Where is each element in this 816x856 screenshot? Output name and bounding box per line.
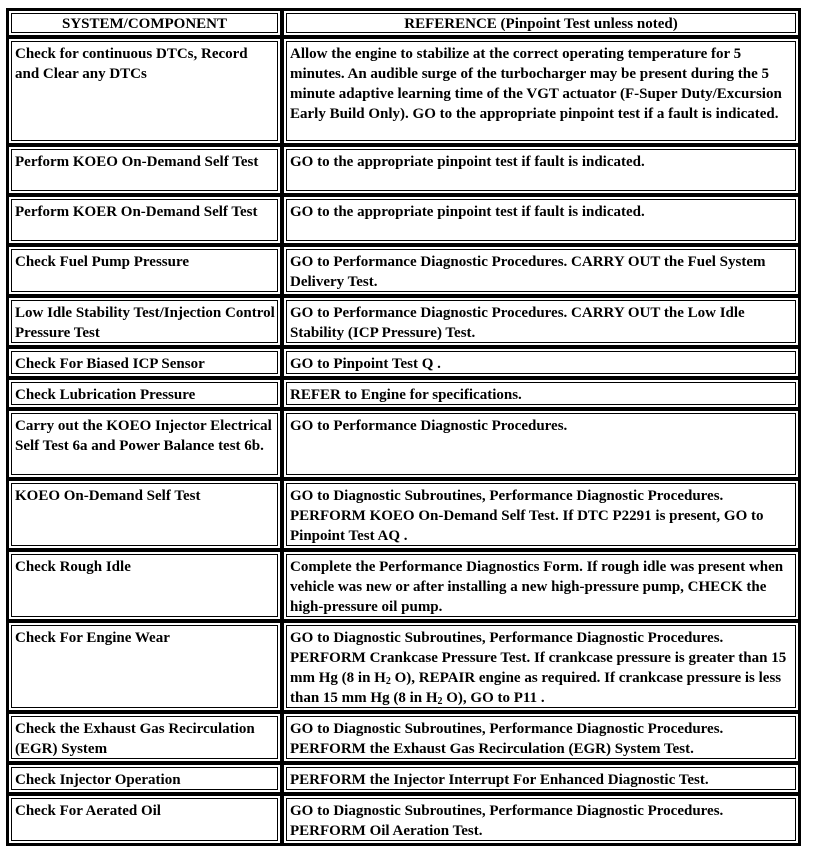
diagnostic-table-container: [6, 8, 799, 846]
component-cell: Check Injector Operation: [8, 764, 283, 795]
component-cell: KOEO On-Demand Self Test: [8, 480, 283, 551]
header-reference: REFERENCE (Pinpoint Test unless noted): [283, 10, 801, 38]
reference-cell: Allow the engine to stabilize at the correct operating temperature for 5 minutes. An audible surge of the turbocharger may be present during the 5 minute adaptive learning time of the VGT actuator (F-Super Duty/Excursion Early Build Only). GO to the appropriate pinpoint test if a fault is indicated.: [283, 38, 801, 146]
reference-cell: GO to Pinpoint Test Q .: [283, 348, 801, 379]
component-cell: Check Rough Idle: [8, 551, 283, 622]
table-row: [8, 713, 801, 764]
component-cell: Check For Biased ICP Sensor: [8, 348, 283, 379]
reference-cell: GO to Performance Diagnostic Procedures. CARRY OUT the Low Idle Stability (ICP Pressure) Test.: [283, 297, 801, 348]
engine-wear-text-a: GO to Diagnostic Subroutines, Performance Diagnostic Procedures. PERFORM Crankcase Pressure Test. If crankcase pressure is greater than 15 mm Hg (8 in H: [290, 630, 787, 686]
diagnostic-table: [6, 8, 801, 846]
reference-cell: GO to the appropriate pinpoint test if fault is indicated.: [283, 196, 801, 246]
engine-wear-text-b: O), REPAIR engine as required. If crankcase pressure is less than 15 mm Hg (8 in H: [290, 670, 782, 706]
component-cell: Check Lubrication Pressure: [8, 379, 283, 410]
table-row: [8, 551, 801, 622]
table-row: [8, 38, 801, 146]
reference-cell: PERFORM the Injector Interrupt For Enhanced Diagnostic Test.: [283, 764, 801, 795]
reference-cell: GO to Performance Diagnostic Procedures.: [283, 410, 801, 480]
engine-wear-text-c: O), GO to P11 .: [442, 690, 545, 706]
reference-cell: GO to Diagnostic Subroutines, Performance Diagnostic Procedures. PERFORM KOEO On-Demand Self Test. If DTC P2291 is present, GO to Pinpoint Test AQ .: [283, 480, 801, 551]
reference-cell: GO to Diagnostic Subroutines, Performance Diagnostic Procedures. PERFORM Oil Aeration Test.: [283, 795, 801, 846]
component-cell: Perform KOEO On-Demand Self Test: [8, 146, 283, 196]
table-row: [8, 764, 801, 795]
table-row: [8, 795, 801, 846]
reference-cell: GO to Diagnostic Subroutines, Performance Diagnostic Procedures. PERFORM the Exhaust Gas Recirculation (EGR) System Test.: [283, 713, 801, 764]
component-cell: Check Fuel Pump Pressure: [8, 246, 283, 297]
reference-cell: GO to Performance Diagnostic Procedures. CARRY OUT the Fuel System Delivery Test.: [283, 246, 801, 297]
table-row: [8, 196, 801, 246]
component-cell: Check the Exhaust Gas Recirculation (EGR) System: [8, 713, 283, 764]
reference-cell: GO to the appropriate pinpoint test if fault is indicated.: [283, 146, 801, 196]
table-row: [8, 146, 801, 196]
table-row: [8, 379, 801, 410]
table-row: [8, 246, 801, 297]
reference-cell: Complete the Performance Diagnostics Form. If rough idle was present when vehicle was new or after installing a new high-pressure pump, CHECK the high-pressure oil pump.: [283, 551, 801, 622]
component-cell: Check For Aerated Oil: [8, 795, 283, 846]
reference-cell: REFER to Engine for specifications.: [283, 379, 801, 410]
table-row: [8, 622, 801, 713]
table-row: [8, 410, 801, 480]
component-cell: Perform KOER On-Demand Self Test: [8, 196, 283, 246]
subscript-2: 2: [437, 696, 443, 707]
reference-cell: [283, 622, 801, 713]
header-system-component: SYSTEM/COMPONENT: [8, 10, 283, 38]
table-row: [8, 480, 801, 551]
table-header-row: [8, 10, 801, 38]
component-cell: Check for continuous DTCs, Record and Clear any DTCs: [8, 38, 283, 146]
table-row: [8, 348, 801, 379]
component-cell: Carry out the KOEO Injector Electrical Self Test 6a and Power Balance test 6b.: [8, 410, 283, 480]
component-cell: Low Idle Stability Test/Injection Control Pressure Test: [8, 297, 283, 348]
table-row: [8, 297, 801, 348]
component-cell: Check For Engine Wear: [8, 622, 283, 713]
subscript-2: 2: [385, 676, 391, 687]
